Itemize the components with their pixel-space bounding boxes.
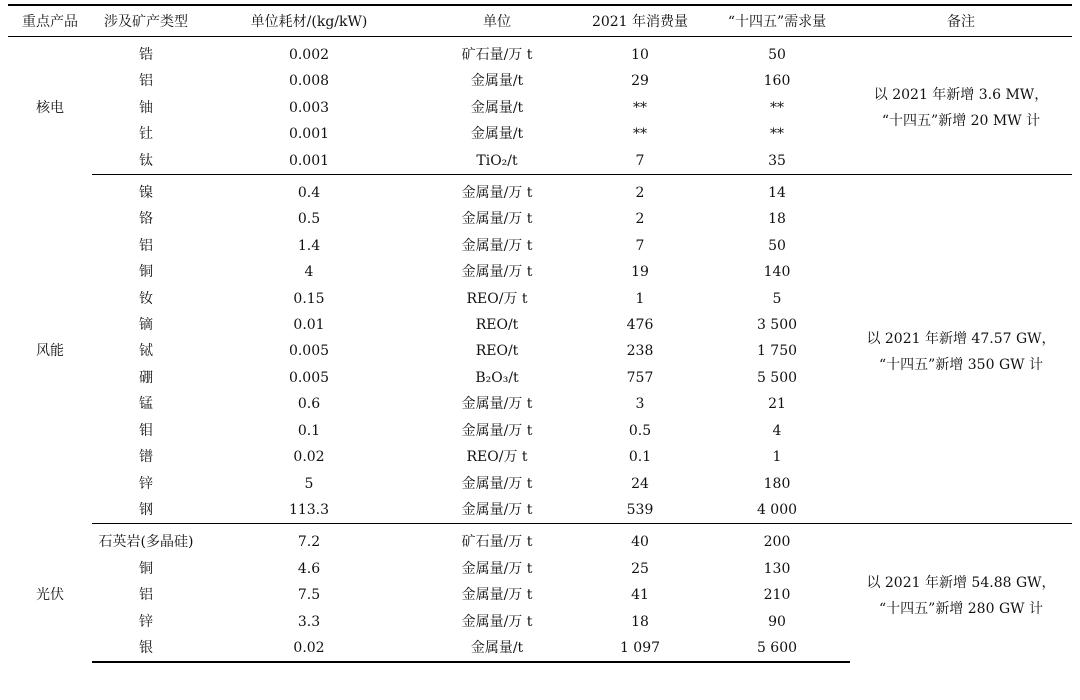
consumption-cell: 1 (635, 290, 645, 307)
unit-cell: REO/万 t (466, 449, 528, 466)
per-kw-cell: 0.15 (293, 290, 325, 307)
mineral-demand-table (8, 4, 1072, 663)
consumption-cell: 29 (631, 73, 649, 90)
unit-cell: REO/万 t (466, 290, 528, 307)
demand-cell: 5 (772, 290, 782, 307)
header-product: 重点产品 (8, 5, 92, 37)
unit-cell: 金属量/万 t (461, 475, 533, 492)
header-mineral: 涉及矿产类型 (92, 5, 200, 37)
note-line: “十四五”新增 20 MW 计 (881, 113, 1041, 130)
mineral-cell: 铀 (139, 99, 153, 116)
header-note: 备注 (850, 5, 1072, 37)
table-row (8, 524, 1072, 556)
per-kw-cell: 4.6 (297, 560, 321, 577)
per-kw-cell: 7.2 (200, 524, 418, 556)
demand-cell: 5 500 (756, 369, 798, 386)
consumption-cell: 0.1 (628, 449, 652, 466)
unit-cell: 金属量/万 t (461, 613, 533, 630)
per-kw-cell: 0.005 (288, 369, 330, 386)
mineral-cell: 铜 (139, 560, 153, 577)
per-kw-cell: 0.02 (293, 449, 325, 466)
demand-cell: 21 (768, 396, 786, 413)
per-kw-cell: 0.002 (288, 47, 330, 63)
mineral-cell: 铬 (139, 211, 153, 228)
unit-cell: 金属量/万 t (461, 264, 533, 281)
mineral-cell: 锌 (139, 613, 153, 630)
consumption-cell: 7 (635, 152, 645, 169)
demand-cell: ** (770, 126, 784, 143)
mineral-cell: 锌 (139, 475, 153, 492)
demand-cell: 130 (763, 560, 791, 577)
unit-cell: 矿石量/万 t (461, 47, 533, 63)
consumption-cell: 18 (631, 613, 649, 630)
unit-cell: 金属量/t (418, 635, 576, 662)
header-consumption-2021: 2021 年消费量 (576, 5, 704, 37)
consumption-cell: 3 (635, 396, 645, 413)
mineral-cell: 钼 (139, 422, 153, 439)
note-line: 以 2021 年新增 3.6 MW， (873, 87, 1049, 104)
consumption-cell: 1 097 (576, 635, 704, 662)
consumption-cell: 476 (626, 317, 654, 334)
mineral-cell: 镝 (139, 317, 153, 334)
note-cell (850, 37, 1072, 175)
demand-cell: 140 (763, 264, 791, 281)
demand-cell: 210 (763, 587, 791, 604)
per-kw-cell: 0.001 (288, 152, 330, 169)
per-kw-cell: 0.1 (297, 422, 321, 439)
product-cell: 核电 (36, 100, 64, 117)
per-kw-cell: 113.3 (288, 501, 330, 518)
note-cell (850, 524, 1072, 663)
demand-cell: 4 (772, 422, 782, 439)
note-line: 以 2021 年新增 47.57 GW， (866, 330, 1056, 347)
product-cell: 风能 (36, 343, 64, 360)
demand-cell: 18 (768, 211, 786, 228)
table-body (8, 37, 1072, 663)
mineral-cell: 锰 (139, 396, 153, 413)
mineral-cell: 硼 (139, 369, 153, 386)
unit-cell: 金属量/万 t (461, 211, 533, 228)
demand-cell: 5 600 (704, 635, 850, 662)
mineral-cell: 铽 (139, 343, 153, 360)
unit-cell: 金属量/万 t (418, 175, 576, 207)
consumption-cell: 0.5 (628, 422, 652, 439)
mineral-cell: 镨 (139, 449, 153, 466)
per-kw-cell: 0.5 (297, 211, 321, 228)
per-kw-cell: 0.005 (288, 343, 330, 360)
consumption-cell: 757 (626, 369, 654, 386)
per-kw-cell: 0.01 (293, 317, 325, 334)
mineral-cell: 钕 (139, 290, 153, 307)
unit-cell: 金属量/万 t (461, 501, 533, 518)
mineral-cell: 钛 (139, 152, 153, 169)
demand-cell: 1 (772, 449, 782, 466)
unit-cell: 金属量/t (470, 73, 524, 90)
unit-cell: 金属量/t (470, 99, 524, 116)
note-line: “十四五”新增 350 GW 计 (879, 356, 1043, 373)
per-kw-cell: 0.003 (288, 99, 330, 116)
demand-cell: 180 (763, 475, 791, 492)
per-kw-cell: 1.4 (297, 237, 321, 254)
mineral-cell: 银 (92, 635, 200, 662)
per-kw-cell: 0.4 (200, 175, 418, 207)
mineral-cell: 钍 (139, 126, 153, 143)
consumption-cell: ** (633, 99, 647, 116)
consumption-cell: ** (633, 126, 647, 143)
mineral-cell: 钢 (139, 501, 153, 518)
per-kw-cell: 7.5 (297, 587, 321, 604)
header-demand-14th-fyp: “十四五”需求量 (704, 5, 850, 37)
table-row (8, 175, 1072, 207)
mineral-cell: 铜 (139, 264, 153, 281)
consumption-cell: 2 (635, 211, 645, 228)
consumption-cell: 10 (631, 47, 649, 63)
note-cell (850, 175, 1072, 524)
consumption-cell: 238 (626, 343, 654, 360)
per-kw-cell: 4 (304, 264, 314, 281)
unit-cell: B₂O₃/t (475, 369, 519, 386)
consumption-cell: 19 (631, 264, 649, 281)
unit-cell: REO/t (475, 317, 519, 334)
unit-cell: 矿石量/万 t (418, 524, 576, 556)
demand-cell: 3 500 (756, 317, 798, 334)
consumption-cell: 2 (576, 175, 704, 207)
demand-cell: 4 000 (756, 501, 798, 518)
consumption-cell: 40 (576, 524, 704, 556)
unit-cell: 金属量/万 t (461, 587, 533, 604)
per-kw-cell: 0.6 (297, 396, 321, 413)
consumption-cell: 7 (635, 237, 645, 254)
consumption-cell: 539 (626, 501, 654, 518)
demand-cell: 35 (768, 152, 786, 169)
per-kw-cell: 3.3 (297, 613, 321, 630)
product-cell: 光伏 (36, 587, 64, 604)
demand-cell: 50 (768, 47, 786, 63)
unit-cell: 金属量/万 t (461, 396, 533, 413)
demand-cell: 160 (763, 73, 791, 90)
unit-cell: 金属量/万 t (461, 422, 533, 439)
mineral-cell: 镍 (92, 175, 200, 207)
consumption-cell: 41 (631, 587, 649, 604)
header-unit: 单位 (418, 5, 576, 37)
header-row (8, 5, 1072, 37)
unit-cell: 金属量/万 t (461, 560, 533, 577)
consumption-cell: 24 (631, 475, 649, 492)
unit-cell: REO/t (475, 343, 519, 360)
demand-cell: 50 (768, 237, 786, 254)
demand-cell: 1 750 (756, 343, 798, 360)
consumption-cell: 25 (631, 560, 649, 577)
table-row (8, 37, 1072, 69)
demand-cell: 90 (768, 613, 786, 630)
per-kw-cell: 0.008 (288, 73, 330, 90)
mineral-cell: 铝 (139, 587, 153, 604)
mineral-cell: 铝 (139, 237, 153, 254)
mineral-cell: 石英岩(多晶硅) (92, 524, 200, 556)
table-header (8, 5, 1072, 37)
mineral-cell: 铝 (139, 73, 153, 90)
per-kw-cell: 0.001 (288, 126, 330, 143)
note-line: 以 2021 年新增 54.88 GW， (866, 574, 1056, 591)
demand-cell: 200 (704, 524, 850, 556)
demand-cell: 14 (704, 175, 850, 207)
header-per-kw: 单位耗材/(kg/kW) (200, 5, 418, 37)
unit-cell: 金属量/t (470, 126, 524, 143)
per-kw-cell: 0.02 (200, 635, 418, 662)
mineral-cell: 锆 (139, 47, 153, 63)
demand-cell: ** (770, 99, 784, 116)
unit-cell: TiO₂/t (476, 152, 518, 169)
unit-cell: 金属量/万 t (461, 237, 533, 254)
note-line: “十四五”新增 280 GW 计 (879, 600, 1043, 617)
per-kw-cell: 5 (304, 475, 314, 492)
